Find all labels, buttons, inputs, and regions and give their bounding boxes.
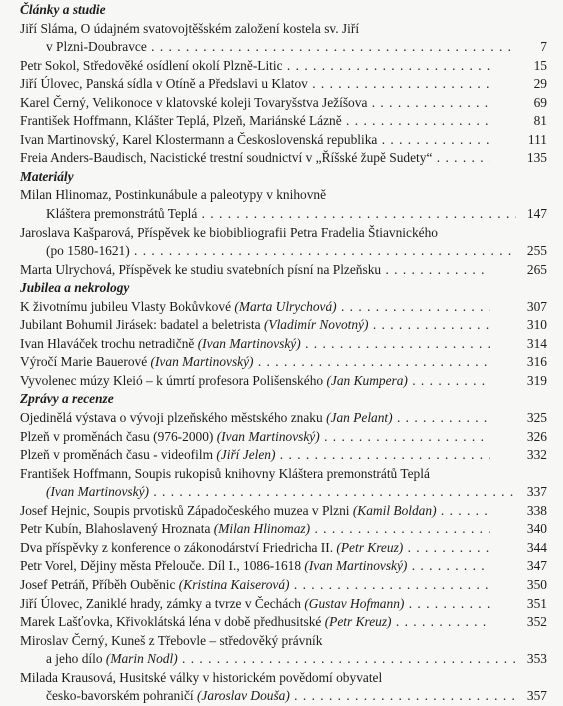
entry-reviewer: (Ivan Martinovský) xyxy=(197,335,301,351)
toc-entry xyxy=(0,75,563,94)
entry-title: Jiří Úlovec, Panská sídla v Otíně a Předslavi u Klatov xyxy=(20,76,308,92)
entry-reviewer: (Gustav Hofmann) xyxy=(304,595,405,611)
toc-entry xyxy=(0,595,563,614)
page-number: 357 xyxy=(523,687,547,706)
entry-reviewer: (Jiří Jelen) xyxy=(216,447,276,463)
page-number: 314 xyxy=(523,335,547,354)
entry-title: Petr Vorel, Dějiny města Přelouče. Díl I., 1086-1618 xyxy=(20,558,305,574)
toc-entry xyxy=(0,650,563,669)
toc-entry xyxy=(0,483,563,502)
entry-text xyxy=(20,353,490,372)
entry-title: Kláštera premonstrátů Teplá xyxy=(46,206,198,222)
page-number: 310 xyxy=(523,316,547,335)
entry-text xyxy=(20,446,490,465)
entry-title: Karel Černý, Velikonoce v klatovské koleji Tovaryšstva Ježíšova xyxy=(20,94,368,110)
entry-title: Milada Krausová, Husitské války v historickém povědomí obyvatel xyxy=(20,669,383,685)
entry-reviewer: (Milan Hlinomaz) xyxy=(213,521,311,537)
entry-title: Plzeň v proměnách času - videofilm xyxy=(20,447,217,463)
page-number: 353 xyxy=(523,650,547,669)
entry-reviewer: (Kristina Kaiserová) xyxy=(178,576,290,592)
section-heading: Články a studie xyxy=(20,2,106,17)
toc-entry xyxy=(0,446,563,465)
entry-text xyxy=(20,557,490,576)
toc-entry xyxy=(0,632,563,651)
toc-entry xyxy=(0,242,563,261)
toc-entry xyxy=(0,205,563,224)
toc-entry xyxy=(0,687,563,706)
toc-entry xyxy=(0,428,563,447)
toc-entry xyxy=(0,613,563,632)
toc-entry xyxy=(0,20,563,39)
entry-text xyxy=(20,409,490,428)
entry-text xyxy=(20,595,490,614)
toc-entry xyxy=(0,261,563,280)
toc-entry xyxy=(0,539,563,558)
entry-text xyxy=(20,57,490,76)
page-number: 69 xyxy=(530,94,547,113)
entry-text xyxy=(20,520,490,539)
page-number: 347 xyxy=(523,557,547,576)
entry-title: Ivan Martinovský, Karel Klostermann a Československá republika xyxy=(20,131,378,147)
entry-text xyxy=(20,94,490,113)
entry-text xyxy=(20,502,490,521)
entry-title: Výročí Marie Bauerové xyxy=(20,354,151,370)
entry-text xyxy=(46,687,516,706)
page-number: 351 xyxy=(523,595,547,614)
entry-text xyxy=(20,131,490,150)
entry-title: a jeho dílo xyxy=(46,651,106,667)
entry-reviewer: (Ivan Martinovský) xyxy=(150,354,254,370)
toc-entry xyxy=(0,409,563,428)
toc-entry xyxy=(0,520,563,539)
page-number: 29 xyxy=(530,75,547,94)
page-number: 344 xyxy=(523,539,547,558)
entry-title: Dva příspěvky z konference o zákonodárství Friedricha II. xyxy=(20,539,337,555)
entry-text xyxy=(20,372,490,391)
entry-text xyxy=(46,483,516,502)
entry-text xyxy=(20,75,490,94)
entry-text xyxy=(20,261,490,280)
entry-reviewer: (Marin Nodl) xyxy=(105,651,178,667)
entry-reviewer: (Jan Pelant) xyxy=(326,410,393,426)
page-number: 111 xyxy=(524,131,547,150)
toc-entry xyxy=(0,57,563,76)
toc-entry xyxy=(0,131,563,150)
entry-reviewer: (Ivan Martinovský) xyxy=(304,558,408,574)
entry-title: František Hoffmann, Klášter Teplá, Plzeň, Mariánské Lázně xyxy=(20,113,342,129)
toc-entry xyxy=(0,335,563,354)
entry-title: Josef Hejnic, Soupis prvotisků Západočeského muzea v Plzni xyxy=(20,502,353,518)
page-number: 147 xyxy=(523,205,547,224)
entry-title: Marta Ulrychová, Příspěvek ke studiu svatebních písní na Plzeňsku xyxy=(20,261,382,277)
toc-entry xyxy=(0,465,563,484)
entry-text xyxy=(20,298,490,317)
page-number: 7 xyxy=(536,38,547,57)
toc-entry xyxy=(0,372,563,391)
entry-text xyxy=(20,187,326,202)
entry-text xyxy=(20,576,490,595)
entry-title: Miroslav Černý, Kuneš z Třebovle – středověký právník xyxy=(20,632,323,648)
entry-title: Jaroslava Kašparová, Příspěvek ke biobibliografii Petra Fradelia Štiavnického xyxy=(20,224,438,240)
page-number: 307 xyxy=(523,298,547,317)
entry-reviewer: (Ivan Martinovský) xyxy=(46,484,149,500)
entry-text xyxy=(20,316,490,335)
entry-reviewer: (Ivan Martinovský) xyxy=(216,428,320,444)
entry-title: Jiří Úlovec, Zaniklé hrady, zámky a tvrze v Čechách xyxy=(20,595,305,611)
entry-title: Plzeň v proměnách času (976-2000) xyxy=(20,428,217,444)
entry-reviewer: (Vladimír Novotný) xyxy=(263,317,369,333)
entry-text xyxy=(20,633,322,648)
entry-text xyxy=(20,670,382,685)
entry-reviewer: (Marta Ulrychová) xyxy=(234,298,337,314)
entry-title: Jubilant Bohumil Jirásek: badatel a beletrista xyxy=(20,317,264,333)
entry-title: v Plzni-Doubravce xyxy=(46,39,147,55)
entry-text xyxy=(20,539,490,558)
entry-reviewer: (Petr Kreuz) xyxy=(324,614,392,630)
entry-title: česko-bavorském pohraničí xyxy=(46,688,197,704)
toc-lines xyxy=(0,1,563,706)
toc-entry xyxy=(0,502,563,521)
entry-title: Ivan Hlaváček trochu netradičně xyxy=(20,335,198,351)
page-number: 135 xyxy=(523,149,547,168)
entry-text xyxy=(46,242,516,261)
toc-entry xyxy=(0,94,563,113)
entry-text xyxy=(20,466,430,481)
entry-text xyxy=(20,21,359,36)
entry-title: Marek Lašťovka, Křivoklátská léna v době předhusitské xyxy=(20,614,325,630)
toc-entry xyxy=(0,576,563,595)
page-number: 338 xyxy=(523,502,547,521)
page-number: 265 xyxy=(523,261,547,280)
page-number: 326 xyxy=(523,428,547,447)
page-number: 319 xyxy=(523,372,547,391)
page-number: 340 xyxy=(523,520,547,539)
page-number: 337 xyxy=(523,483,547,502)
page-number: 352 xyxy=(523,613,547,632)
entry-title: Josef Petráň, Příběh Ouběnic xyxy=(20,576,179,592)
entry-title: Jiří Sláma, O údajném svatovojtěšském založení kostela sv. Jiří xyxy=(20,20,360,36)
entry-text xyxy=(46,205,516,224)
entry-text xyxy=(20,613,490,632)
entry-text xyxy=(46,650,516,669)
entry-reviewer: (Jan Kumpera) xyxy=(326,372,408,388)
page-number: 15 xyxy=(530,57,547,76)
page-number: 325 xyxy=(523,409,547,428)
toc-entry xyxy=(0,669,563,688)
page-number: 316 xyxy=(523,353,547,372)
entry-title: Petr Kubín, Blahoslavený Hroznata xyxy=(20,521,214,537)
entry-reviewer: (Kamil Boldan) xyxy=(352,502,437,518)
toc-entry xyxy=(0,38,563,57)
entry-title: Petr Sokol, Středověké osídlení okolí Plzně-Litic xyxy=(20,57,283,73)
entry-title: Vyvolenec múzy Kleió – k úmrtí profesora Polišenského xyxy=(20,372,327,388)
entry-reviewer: (Jaroslav Douša) xyxy=(196,688,290,704)
entry-text xyxy=(46,38,516,57)
entry-title: Milan Hlinomaz, Postinkunábule a paleotypy v knihovně xyxy=(20,187,327,203)
entry-text xyxy=(20,335,490,354)
toc-entry xyxy=(0,557,563,576)
toc-entry xyxy=(0,224,563,243)
entry-title: (po 1580-1621) xyxy=(46,243,130,259)
entry-title: K životnímu jubileu Vlasty Bokůvkové xyxy=(20,298,235,314)
entry-text xyxy=(20,149,490,168)
toc-entry xyxy=(0,186,563,205)
entry-title: František Hoffmann, Soupis rukopisů knihovny Kláštera premonstrátů Teplá xyxy=(20,465,430,481)
toc-entry xyxy=(0,112,563,131)
entry-text xyxy=(20,225,438,240)
toc-entry xyxy=(0,353,563,372)
entry-title: Ojedinělá výstava o vývoji plzeňského městského znaku xyxy=(20,410,327,426)
toc-entry xyxy=(0,298,563,317)
page-number: 81 xyxy=(530,112,547,131)
toc-entry xyxy=(0,316,563,335)
section-heading: Jubilea a nekrology xyxy=(20,280,130,296)
entry-reviewer: (Petr Kreuz) xyxy=(336,539,404,555)
section-heading: Materiály xyxy=(20,168,74,184)
entry-title: Freia Anders-Baudisch, Nacistické trestní soudnictví v „Říšské župě Sudety“ xyxy=(20,150,433,166)
entry-text xyxy=(20,112,490,131)
page-number: 255 xyxy=(523,242,547,261)
page-number: 350 xyxy=(523,576,547,595)
entry-text xyxy=(20,428,490,447)
toc-entry xyxy=(0,149,563,168)
section-heading: Zprávy a recenze xyxy=(20,391,114,407)
page-number: 332 xyxy=(523,446,547,465)
